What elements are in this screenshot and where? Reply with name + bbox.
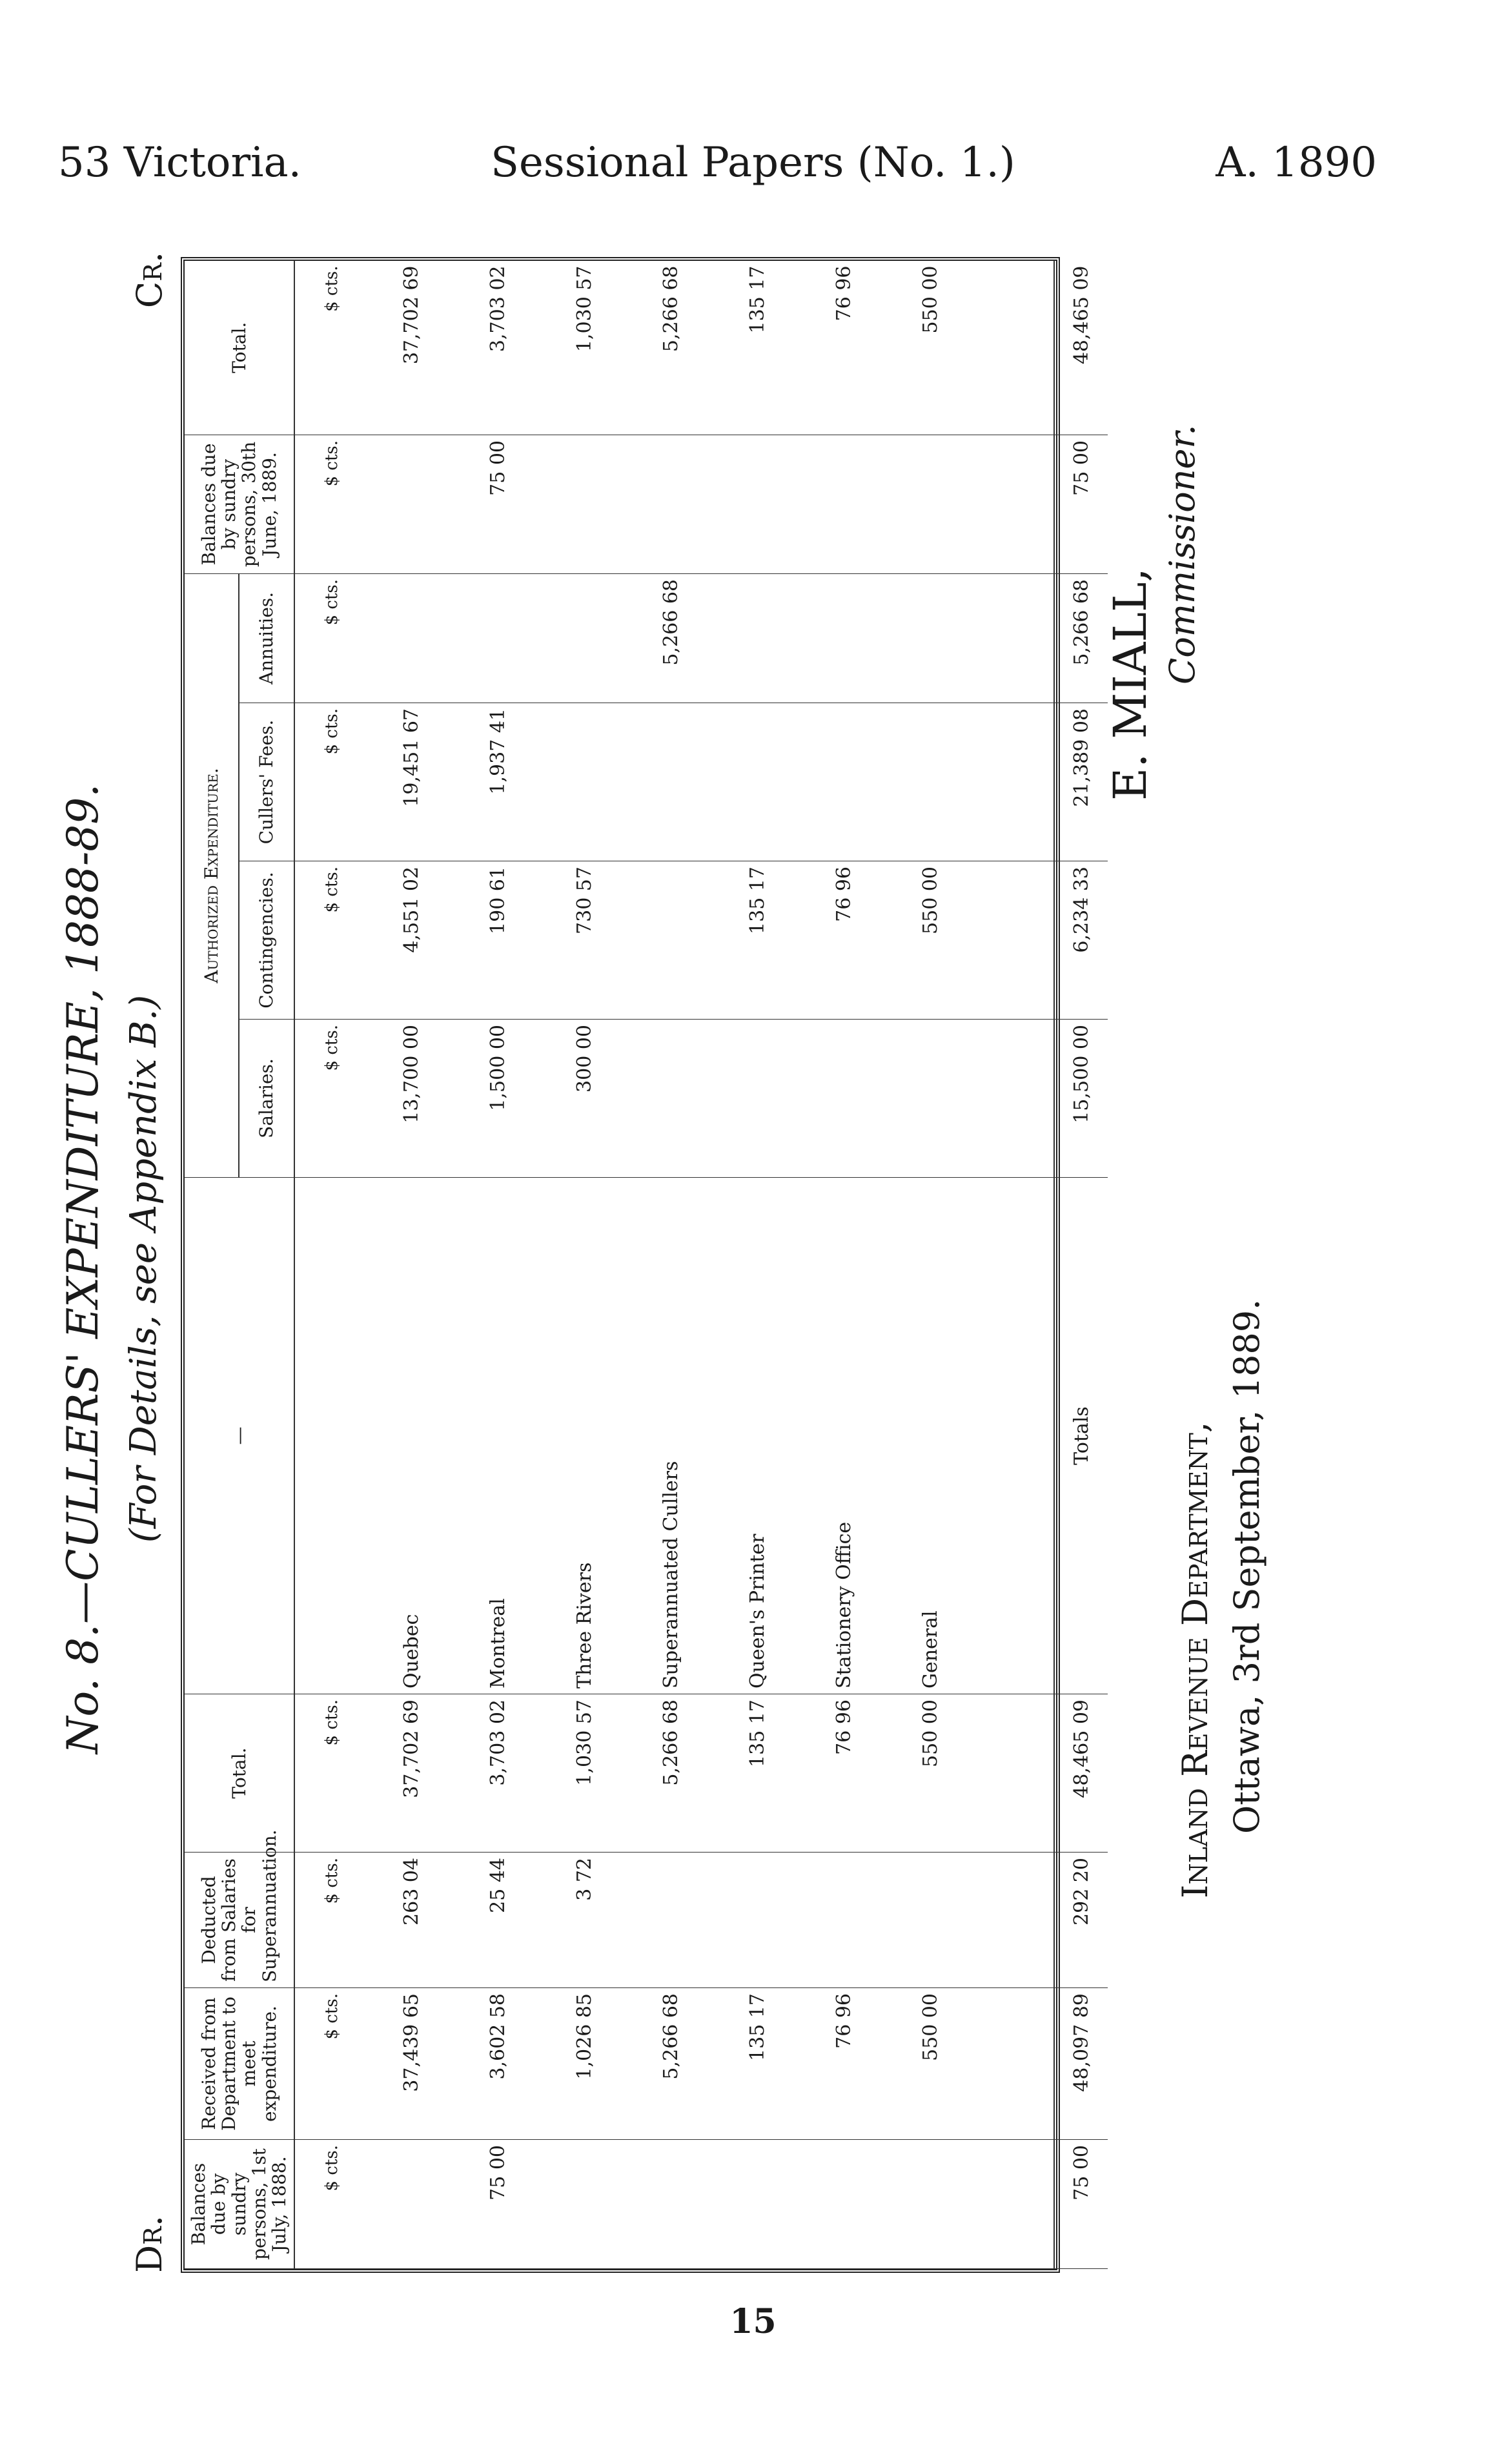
cell-total-cr: 550 00 [887, 260, 973, 435]
cell-contingencies: 4,551 02 [368, 861, 454, 1020]
cell-deducted: 3 72 [541, 1853, 627, 1988]
col-header-cullers-fees: Cullers' Fees. [239, 703, 294, 861]
cell-total-cr: 3,703 02 [454, 260, 541, 435]
cell-received: 5,266 68 [627, 1988, 714, 2140]
cell-balances-1888 [887, 2140, 973, 2269]
filler-row [974, 260, 1055, 2268]
totals-row [1054, 260, 1108, 2268]
page-number: 15 [729, 2302, 777, 2341]
table-row [541, 260, 627, 2268]
cell-item: Totals [1054, 1178, 1108, 1694]
cell-total-dr: 1,030 57 [541, 1694, 627, 1853]
cell-item: Stationery Office [800, 1178, 887, 1694]
cell-deducted: 263 04 [368, 1853, 454, 1988]
cell-annuities [541, 573, 627, 703]
cell-contingencies: 76 96 [800, 861, 887, 1020]
cell-received: 37,439 65 [368, 1988, 454, 2140]
cell-deducted: 25 44 [454, 1853, 541, 1988]
unit-label: $ cts. [294, 1020, 369, 1178]
cell-annuities [800, 573, 887, 703]
col-header-contingencies: Contingencies. [239, 861, 294, 1020]
col-header-authorized-expenditure: Authorized Expenditure. [185, 573, 239, 1177]
unit-label: $ cts. [294, 703, 369, 861]
cell-item: Queen's Printer [714, 1178, 800, 1694]
cell-salaries [887, 1020, 973, 1178]
cell-received: 135 17 [714, 1988, 800, 2140]
cell-salaries [627, 1020, 714, 1178]
document-subtitle: (For Details, see Appendix B.) [123, 994, 165, 1543]
unit-label: $ cts. [294, 2140, 369, 2269]
cell-total-dr: 3,703 02 [454, 1694, 541, 1853]
cell-salaries: 13,700 00 [368, 1020, 454, 1178]
col-header-salaries: Salaries. [239, 1020, 294, 1178]
cell-item: Montreal [454, 1178, 541, 1694]
cell-balances-1889 [541, 435, 627, 573]
credit-label: Cr. [129, 252, 170, 309]
signer-title: Commissioner. [1162, 424, 1203, 684]
cell-contingencies: 135 17 [714, 861, 800, 1020]
cell-contingencies: 730 57 [541, 861, 627, 1020]
cell-salaries: 1,500 00 [454, 1020, 541, 1178]
unit-label: $ cts. [294, 1694, 369, 1853]
cell-balances-1888 [714, 2140, 800, 2269]
unit-label: $ cts. [294, 1853, 369, 1988]
running-header-center: Sessional Papers (No. 1.) [491, 139, 1015, 187]
cell-balances-1889: 75 00 [454, 435, 541, 573]
cell-balances-1889 [714, 435, 800, 573]
rotated-page-content [52, 226, 1427, 2312]
cell-total-dr: 550 00 [887, 1694, 973, 1853]
cell-received: 48,097 89 [1054, 1988, 1108, 2140]
cell-total-cr: 48,465 09 [1054, 260, 1108, 435]
col-header-total-dr: Total. [185, 1694, 294, 1853]
cell-salaries [800, 1020, 887, 1178]
cell-contingencies: 550 00 [887, 861, 973, 1020]
cell-cullers-fees [887, 703, 973, 861]
col-header-total-cr: Total. [185, 260, 294, 435]
cell-cullers-fees: 19,451 67 [368, 703, 454, 861]
cell-item: Three Rivers [541, 1178, 627, 1694]
col-header-received: Received from Department to meet expenditure. [185, 1988, 294, 2140]
unit-label: $ cts. [294, 573, 369, 703]
cell-received: 1,026 85 [541, 1988, 627, 2140]
header-row-1 [185, 260, 239, 2268]
table-row [714, 260, 800, 2268]
cell-contingencies [627, 861, 714, 1020]
cell-balances-1889 [887, 435, 973, 573]
units-row [294, 260, 369, 2268]
cell-balances-1888 [800, 2140, 887, 2269]
col-header-deducted: Deducted from Salaries for Superannuation. [185, 1853, 294, 1988]
cell-total-cr: 76 96 [800, 260, 887, 435]
cell-total-cr: 5,266 68 [627, 260, 714, 435]
cell-balances-1889: 75 00 [1054, 435, 1108, 573]
cell-cullers-fees [800, 703, 887, 861]
department-name: Inland Revenue Department, [1175, 1421, 1216, 1898]
table-row [800, 260, 887, 2268]
cell-contingencies: 190 61 [454, 861, 541, 1020]
unit-label: $ cts. [294, 260, 369, 435]
place-and-date: Ottawa, 3rd September, 1889. [1226, 1299, 1267, 1834]
table-row [627, 260, 714, 2268]
expenditure-table-frame [181, 257, 1093, 2273]
cell-balances-1889 [368, 435, 454, 573]
cell-total-cr: 37,702 69 [368, 260, 454, 435]
document-title: No. 8.—CULLERS' EXPENDITURE, 1888-89. [58, 783, 108, 1754]
cell-received: 550 00 [887, 1988, 973, 2140]
table-row [454, 260, 541, 2268]
cell-total-dr: 5,266 68 [627, 1694, 714, 1853]
cell-deducted [714, 1853, 800, 1988]
debit-label: Dr. [129, 2215, 170, 2273]
cell-balances-1888: 75 00 [454, 2140, 541, 2269]
running-header-left: 53 Victoria. [58, 139, 301, 187]
cell-total-dr: 76 96 [800, 1694, 887, 1853]
cell-cullers-fees [541, 703, 627, 861]
cell-salaries: 300 00 [541, 1020, 627, 1178]
cell-deducted [800, 1853, 887, 1988]
col-header-item: — [185, 1178, 294, 1694]
signer-name: E. MIALL, [1104, 568, 1157, 801]
cell-received: 3,602 58 [454, 1988, 541, 2140]
cell-total-cr: 1,030 57 [541, 260, 627, 435]
cell-total-cr: 135 17 [714, 260, 800, 435]
cell-item: General [887, 1178, 973, 1694]
cell-annuities [368, 573, 454, 703]
unit-label: $ cts. [294, 861, 369, 1020]
cell-total-dr: 37,702 69 [368, 1694, 454, 1853]
cell-balances-1889 [800, 435, 887, 573]
cell-deducted [627, 1853, 714, 1988]
cell-balances-1888 [627, 2140, 714, 2269]
table-row [368, 260, 454, 2268]
unit-spacer [294, 1178, 369, 1694]
cell-salaries [714, 1020, 800, 1178]
col-header-balances-1889: Balances due by sundry persons, 30th June, 1889. [185, 435, 294, 573]
cell-contingencies: 6,234 33 [1054, 861, 1108, 1020]
cell-cullers-fees: 1,937 41 [454, 703, 541, 861]
cell-deducted: 292 20 [1054, 1853, 1108, 1988]
cell-cullers-fees: 21,389 08 [1054, 703, 1108, 861]
col-header-balances-1888: Balances due by sundry persons, 1st July, 1888. [185, 2140, 294, 2269]
cell-item: Quebec [368, 1178, 454, 1694]
cell-received: 76 96 [800, 1988, 887, 2140]
cell-annuities [454, 573, 541, 703]
cell-annuities: 5,266 68 [1054, 573, 1108, 703]
cell-cullers-fees [714, 703, 800, 861]
cell-total-dr: 48,465 09 [1054, 1694, 1108, 1853]
cell-annuities: 5,266 68 [627, 573, 714, 703]
cell-balances-1888 [541, 2140, 627, 2269]
cell-annuities [887, 573, 973, 703]
table-row [887, 260, 973, 2268]
cell-salaries: 15,500 00 [1054, 1020, 1108, 1178]
cell-item: Superannuated Cullers [627, 1178, 714, 1694]
cell-annuities [714, 573, 800, 703]
col-header-annuities: Annuities. [239, 573, 294, 703]
cell-total-dr: 135 17 [714, 1694, 800, 1853]
cell-deducted [887, 1853, 973, 1988]
table-body [368, 260, 973, 2268]
unit-label: $ cts. [294, 435, 369, 573]
cell-balances-1889 [627, 435, 714, 573]
unit-label: $ cts. [294, 1988, 369, 2140]
cell-balances-1888 [368, 2140, 454, 2269]
running-header-right: A. 1890 [1216, 139, 1377, 187]
expenditure-table [185, 260, 1108, 2269]
cell-cullers-fees [627, 703, 714, 861]
cell-balances-1888: 75 00 [1054, 2140, 1108, 2269]
